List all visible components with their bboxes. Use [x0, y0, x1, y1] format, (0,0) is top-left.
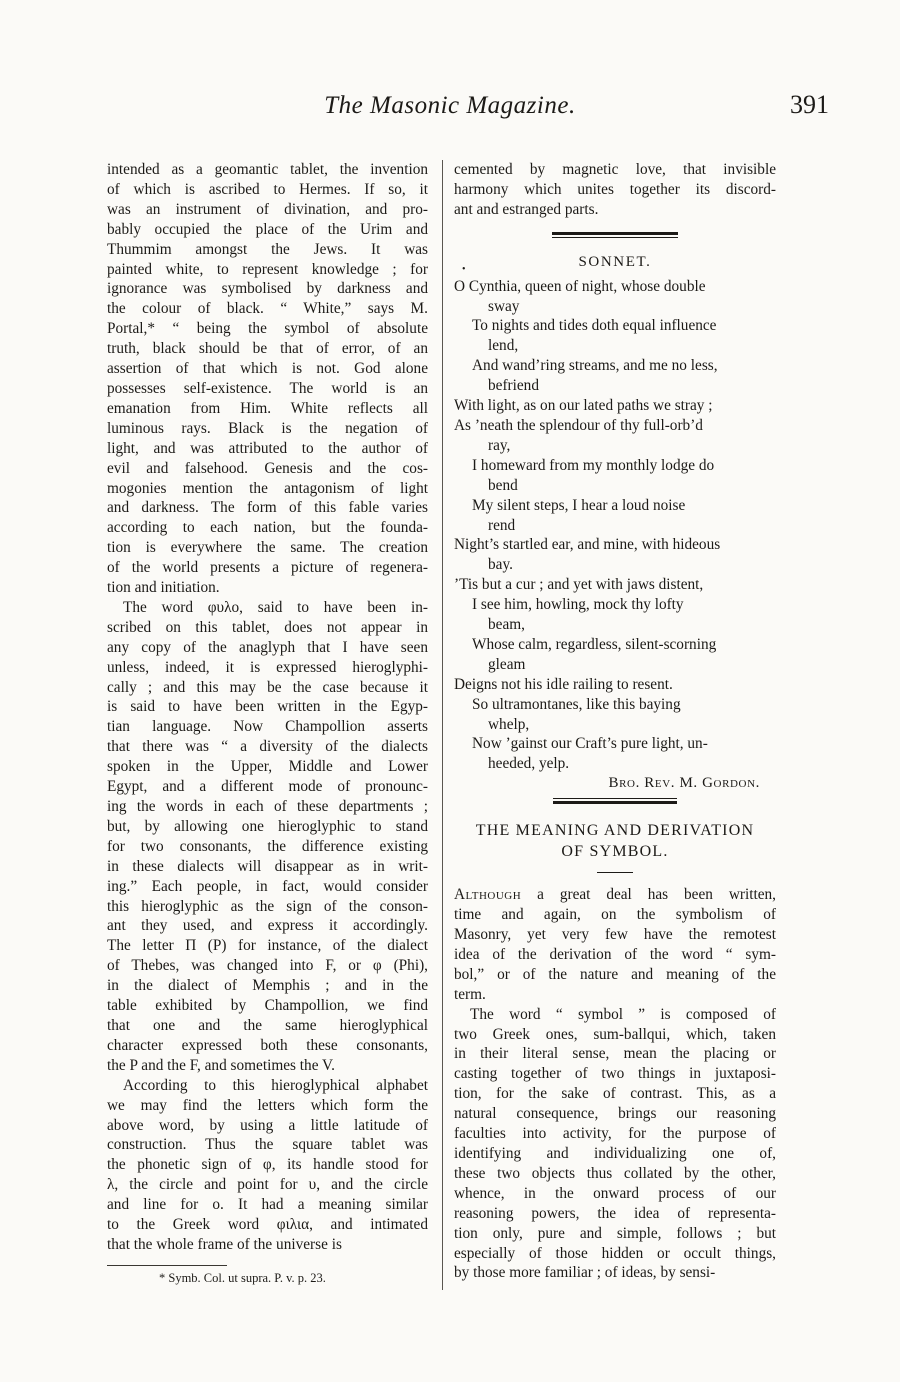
text-line: tion, for the sake of contrast. This, as a: [454, 1085, 776, 1103]
title-rule: [597, 872, 633, 873]
text-line: of which is ascribed to Hermes. If so, it: [107, 180, 428, 198]
sonnet-line: befriend: [488, 377, 539, 395]
text-line: bably occupied the place of the Urim and: [107, 220, 428, 238]
text-line: harmony which unites together its discord-: [454, 180, 776, 198]
text-line: bol,” or of the nature and meaning of the: [454, 965, 776, 983]
article-paragraph-2: [454, 1005, 776, 1284]
text-line: faculties into activity, for the purpose of: [454, 1125, 776, 1143]
text-line: Thummim amongst the Jews. It was: [107, 240, 428, 258]
text-line: character expressed both these consonants,: [107, 1036, 428, 1054]
text-line: in these dialects will disappear as in writ-: [107, 857, 428, 875]
text-line: emanation from Him. White reflects all: [107, 399, 428, 417]
text-line: that one and the same hieroglyphical: [107, 1016, 428, 1034]
text-line: above word, by using a little latitude of: [107, 1116, 428, 1134]
text-line: the P and the F, and sometimes the V.: [107, 1056, 335, 1074]
text-line: term.: [454, 985, 486, 1003]
text-line: ant they used, and express it accordingly.: [107, 917, 428, 935]
sonnet-title: SONNET.: [578, 253, 652, 270]
text-line: table exhibited by Champollion, we find: [107, 997, 428, 1015]
running-header-title: The Masonic Magazine.: [324, 92, 576, 119]
left-paragraph-1: [107, 160, 428, 598]
text-line: these two objects thus collated by the other,: [454, 1164, 776, 1182]
text-line: in their literal sense, mean the placing or: [454, 1045, 776, 1063]
article-title-line-1: THE MEANING AND DERIVATION: [475, 822, 755, 840]
text-line: light, and was attributed to the author of: [107, 439, 428, 457]
text-line: tion only, pure and simple, follows ; but: [454, 1224, 776, 1242]
text-line: whence, in the onward process of our: [454, 1184, 776, 1202]
text-line: tion is everywhere the same. The creation: [107, 539, 428, 557]
footnote-rule: [107, 1265, 227, 1266]
page-number: 391: [790, 90, 829, 119]
article-title: [454, 820, 776, 862]
text-line: ing.” Each people, in fact, would consider: [107, 877, 428, 895]
text-line: especially of those hidden or occult things,: [454, 1244, 776, 1262]
sonnet-line: lend,: [488, 337, 519, 355]
text-line: the phonetic sign of φ, its handle stood for: [107, 1156, 428, 1174]
text-line: any copy of the anaglyph that I have seen: [107, 638, 428, 656]
text-line: mogonies mention the antagonism of light: [107, 479, 428, 497]
text-line: Egypt, and a different mode of pronounc-: [107, 778, 428, 796]
text-line: tion and initiation.: [107, 579, 220, 597]
text-line: to the Greek word φιλια, and intimated: [107, 1216, 428, 1234]
text-line: evil and falsehood. Genesis and the cos-: [107, 459, 428, 477]
text-line: and line for o. It had a meaning similar: [107, 1196, 428, 1214]
sonnet-line: heeded, yelp.: [488, 755, 570, 773]
text-line: unless, indeed, it is expressed hieroglyphi-: [107, 658, 428, 676]
text-line: two Greek ones, sum-ballqui, which, taken: [454, 1025, 776, 1043]
text-line: luminous rays. Black is the negation of: [107, 419, 428, 437]
text-line: we may find the letters which form the: [107, 1096, 428, 1114]
footnote: * Symb. Col. ut supra. P. v. p. 23.: [159, 1270, 326, 1285]
sonnet-line: To nights and tides doth equal influence: [472, 317, 717, 335]
continuation-paragraph: [454, 160, 776, 220]
sonnet-line: gleam: [488, 655, 526, 673]
text-line: assertion of that which is not. God alone: [107, 360, 428, 378]
text-line: that there was “ a diversity of the dialects: [107, 738, 428, 756]
sonnet-line: So ultramontanes, like this baying: [472, 695, 681, 713]
text-line: idea of the derivation of the word “ sym-: [454, 945, 776, 963]
text-line: possesses self-existence. The world is an: [107, 379, 428, 397]
text-line: Masonry, yet very few have the remotest: [454, 926, 776, 943]
text-line: spoken in the Upper, Middle and Lower: [107, 758, 428, 776]
sonnet-line: I homeward from my monthly lodge do: [472, 456, 715, 474]
text-line: ignorance was symbolised by darkness and: [107, 280, 428, 298]
text-line: truth, black should be that of error, of an: [107, 340, 428, 358]
text-line: by those more familiar ; of ideas, by sensi-: [454, 1264, 716, 1282]
text-line: in the dialect of Memphis ; and in the: [107, 977, 428, 995]
text-line: casting together of two things in juxtaposi-: [454, 1065, 776, 1083]
sonnet-body: [454, 277, 776, 775]
text-line: The word φυλο, said to have been in-: [123, 598, 428, 616]
text-line: cally ; and this may be the case because it: [107, 678, 428, 696]
text-line: painted white, to represent knowledge ; for: [107, 260, 428, 278]
sonnet-line: whelp,: [488, 715, 530, 733]
left-paragraph-2: [107, 598, 428, 1076]
sonnet-line: ray,: [488, 436, 511, 454]
text-line: cemented by magnetic love, that invisible: [454, 161, 776, 178]
sonnet-line: My silent steps, I hear a loud noise: [472, 496, 686, 514]
sonnet-line: bend: [488, 476, 518, 494]
text-line: ing the words in each of these departments ;: [107, 798, 428, 815]
sonnet-signature: Bro. Rev. M. Gordon.: [608, 775, 760, 792]
text-line: ant and estranged parts.: [454, 200, 599, 218]
text-line: Portal,* “ being the symbol of absolute: [107, 320, 428, 338]
text-line: time and again, on the symbolism of: [454, 906, 776, 924]
column-divider: [442, 160, 443, 1290]
text-line: but, by allowing one hieroglyphic to stand: [107, 817, 428, 835]
bullet-mark: •: [462, 264, 466, 275]
text-line: natural consequence, brings our reasoning: [454, 1105, 776, 1123]
text-line: for two consonants, the difference existing: [107, 837, 428, 855]
section-separator: [552, 220, 678, 238]
text-line: this hieroglyphic as the sign of the conson-: [107, 897, 428, 915]
sonnet-line: As ’neath the splendour of thy full-orb’d: [454, 416, 703, 434]
left-paragraph-3: [107, 1076, 428, 1255]
text-line: The letter Π (P) for instance, of the dialect: [107, 937, 428, 955]
text-line: is said to have been written in the Egyp-: [107, 698, 428, 716]
sonnet-line: Now ’gainst our Craft’s pure light, un-: [472, 735, 708, 753]
text-line: The word “ symbol ” is composed of: [470, 1005, 776, 1023]
text-line: construction. Thus the square tablet was: [107, 1136, 428, 1154]
right-column: [454, 160, 776, 1283]
sonnet-line: Night’s startled ear, and mine, with hideous: [454, 536, 721, 554]
text-line: identifying and individualizing one of,: [454, 1144, 776, 1162]
sonnet-line: sway: [488, 297, 520, 315]
text-line: According to this hieroglyphical alphabet: [123, 1076, 428, 1094]
text-line: the colour of black. “ White,” says M.: [107, 300, 428, 318]
article-title-line-2: OF SYMBOL.: [561, 843, 669, 861]
sonnet-line: O Cynthia, queen of night, whose double: [454, 277, 706, 295]
sonnet-line: And wand’ring streams, and me no less,: [472, 357, 718, 375]
sonnet-line: rend: [488, 516, 516, 534]
text-line: was an instrument of divination, and pro-: [107, 200, 428, 218]
sonnet-line: With light, as on our lated paths we stray ;: [454, 397, 713, 415]
sonnet-line: ’Tis but a cur ; and yet with jaws distent,: [454, 576, 704, 594]
text-line: of Thebes, was changed into F, or φ (Phi),: [107, 957, 428, 975]
text-line: λ, the circle and point for υ, and the circle: [107, 1176, 428, 1194]
text-line: that the whole frame of the universe is: [107, 1235, 342, 1253]
text-line: tian language. Now Champollion asserts: [107, 718, 428, 736]
sonnet-line: Deigns not his idle railing to resent.: [454, 675, 673, 693]
sonnet-line: I see him, howling, mock thy lofty: [472, 596, 684, 614]
sonnet-line: bay.: [488, 556, 513, 574]
text-line: of the world presents a picture of regenera-: [107, 559, 428, 577]
text-line: Although a great deal has been written,: [454, 886, 776, 904]
text-line: scribed on this tablet, does not appear in: [107, 618, 428, 636]
sonnet-line: beam,: [488, 616, 525, 634]
text-line: reasoning powers, the idea of representa-: [454, 1204, 776, 1222]
section-separator-2: [553, 798, 677, 804]
sonnet-line: Whose calm, regardless, silent-scorning: [472, 635, 717, 653]
left-column: [107, 160, 428, 1286]
text-line: and darkness. The form of this fable varies: [107, 499, 428, 517]
text-line: according to each nation, but the founda-: [107, 519, 428, 537]
article-paragraph-1: [454, 885, 776, 1004]
text-line: intended as a geomantic tablet, the invention: [107, 161, 428, 178]
